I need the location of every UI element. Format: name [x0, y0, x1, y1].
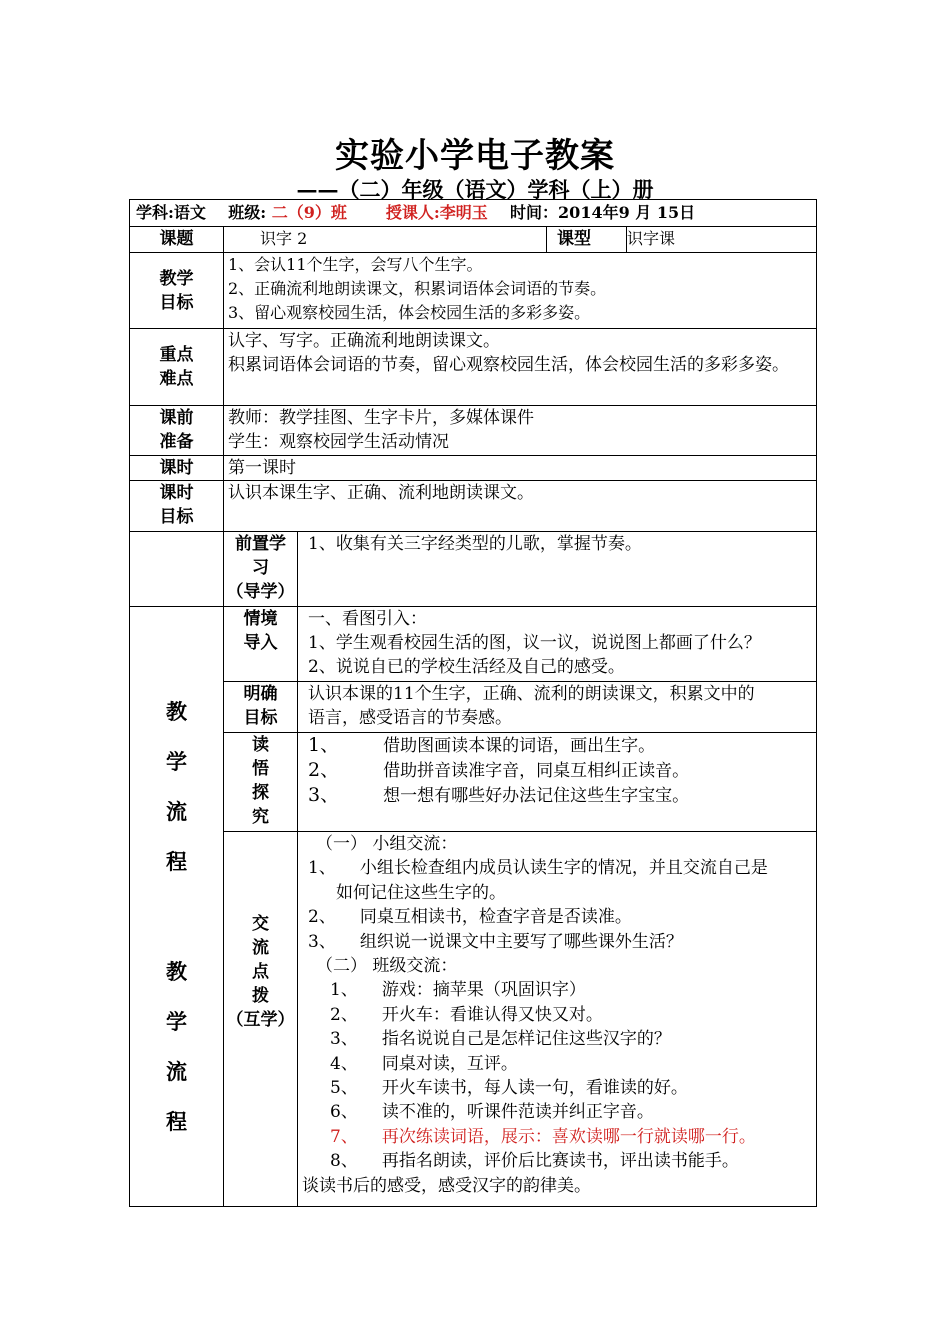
period-label: 课时	[130, 456, 224, 481]
subject-label: 学科:语文	[136, 203, 206, 222]
period-value: 第一课时	[224, 456, 817, 481]
exchange-label: 交 流 点 拨 （互学）	[224, 832, 298, 1207]
flow-side-label: 教 学 流 程 教 学 流 程	[130, 607, 224, 1207]
goals-label: 教学 目标	[130, 253, 224, 329]
list-item: 4、 同桌对读，互评。	[330, 1053, 518, 1074]
key-points-content: 认字、写字。正确流利地朗读课文。 积累词语体会词语的节奏，留心观察校园生活，体会校园生活的多彩多姿。	[224, 329, 817, 406]
pre-study-blank	[130, 532, 224, 607]
list-item: 2、 同桌互相读书，检查字音是否读准。	[308, 907, 632, 928]
page-title: 实验小学电子教案	[335, 136, 615, 176]
list-item: 3、 想一想有哪些好办法记住这些生字宝宝。	[308, 784, 690, 806]
teacher-name: 授课人:李明玉	[385, 203, 488, 222]
goal-item: 1、会认11个生字，会写八个生字。	[228, 255, 483, 274]
page-subtitle: ——（二）年级（语文）学科（上）册	[296, 177, 654, 202]
class-title: （二） 班级交流：	[316, 956, 458, 977]
list-item: 1、 游戏：摘苹果（巩固识字）	[330, 980, 586, 1001]
group-title: （一） 小组交流：	[316, 834, 458, 854]
goals-content	[224, 253, 817, 329]
closing-line: 谈读书后的感受，感受汉字的韵律美。	[302, 1175, 591, 1196]
list-item: 3、 组织说一说课文中主要写了哪些课外生活？	[308, 931, 683, 952]
target-label: 明确 目标	[224, 682, 298, 733]
pre-study-label: 前置学 习 （导学）	[224, 532, 298, 607]
lesson-plan-table	[129, 199, 817, 1207]
pre-study-value: 1、收集有关三字经类型的儿歌，掌握节奏。	[298, 532, 817, 607]
key-points-label: 重点 难点	[130, 329, 224, 406]
list-item: 1、 借助图画读本课的词语，画出生字。	[308, 734, 656, 756]
period-goal-value: 认识本课生字、正确、流利地朗读课文。	[224, 481, 817, 532]
list-item: 2、 开火车：看谁认得又快又对。	[330, 1004, 603, 1025]
list-item: 6、 读不准的，听课件范读并纠正字音。	[330, 1102, 654, 1123]
info-row	[130, 200, 817, 227]
prep-content: 教师：教学挂图、生字卡片，多媒体课件 学生：观察校园学生活动情况	[224, 406, 817, 456]
read-label: 读 悟 探 究	[224, 733, 298, 832]
lesson-date: 时间：2014年9 月 15日	[510, 203, 696, 222]
list-item: 3、 指名说说自己是怎样记住这些汉字的？	[330, 1029, 671, 1050]
intro-content: 一、看图引入： 1、学生观看校园生活的图，议一议，说说图上都画了什么？ 2、说说自已的学校生活经及自己的感受。	[298, 607, 817, 682]
intro-label: 情境 导入	[224, 607, 298, 682]
prep-label: 课前 准备	[130, 406, 224, 456]
read-content	[298, 733, 817, 832]
target-content: 认识本课的11个生字，正确、流利的朗读课文，积累文中的 语言，感受语言的节奏感。	[298, 682, 817, 733]
list-item: 1、 小组长检查组内成员认读生字的情况，并且交流自己是	[308, 858, 768, 879]
list-item-highlight: 7、 再次练读词语，展示：喜欢读哪一行就读哪一行。	[330, 1126, 756, 1147]
topic-label: 课题	[130, 227, 224, 253]
list-item: 8、 再指名朗读，评价后比赛读书，评出读书能手。	[330, 1151, 739, 1172]
goal-item: 3、留心观察校园生活，体会校园生活的多彩多姿。	[228, 303, 591, 322]
exchange-content	[298, 832, 817, 1207]
class-label: 班级:	[228, 203, 267, 222]
type-label: 课型	[547, 227, 627, 253]
period-goal-label: 课时 目标	[130, 481, 224, 532]
type-value: 识字课	[627, 227, 817, 253]
class-value: 二（9）班	[271, 203, 347, 222]
list-item-continued: 如何记住这些生字的。	[336, 882, 506, 903]
topic-value: 识字 2	[224, 227, 547, 253]
list-item: 2、 借助拼音读准字音，同桌互相纠正读音。	[308, 759, 690, 781]
goal-item: 2、正确流利地朗读课文，积累词语体会词语的节奏。	[228, 279, 607, 298]
list-item: 5、 开火车读书，每人读一句，看谁读的好。	[330, 1078, 688, 1099]
